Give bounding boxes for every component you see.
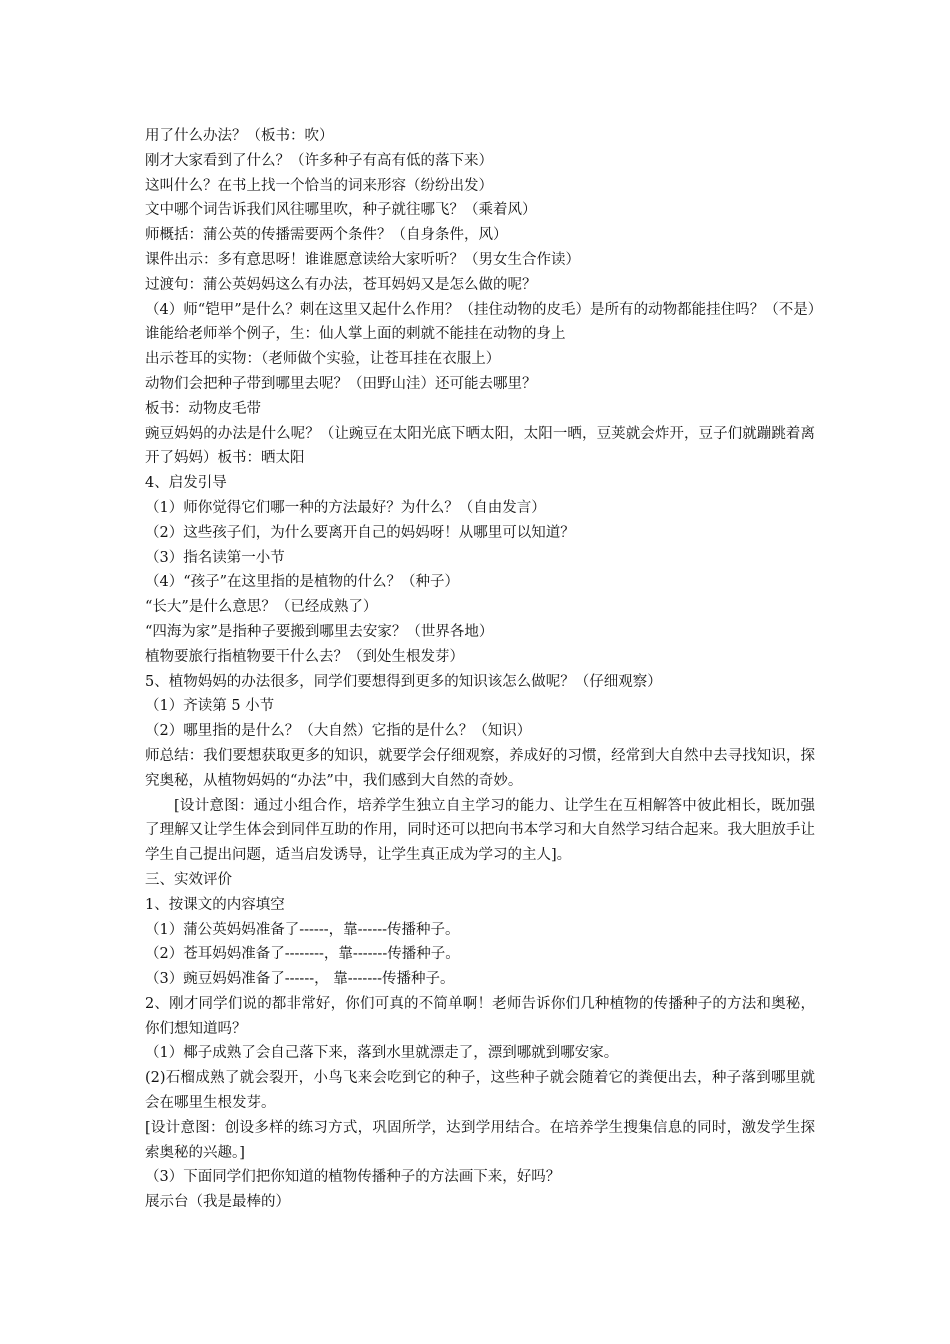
text-line: 植物要旅行指植物要干什么去？（到处生根发芽） (145, 648, 464, 665)
text-line: （4）“孩子”在这里指的是植物的什么？（种子） (145, 574, 460, 591)
design-intent-paragraph: [设计意图：创设多样的练习方式，巩固所学，达到学用结合。在培养学生搜集信息的同时，激发学生探索奥秘的兴趣。] (145, 1119, 815, 1161)
text-line: 过渡句：蒲公英妈妈这么有办法，苍耳妈妈又是怎么做的呢？ (145, 276, 537, 293)
text-line: 动物们会把种子带到哪里去呢？（田野山洼）还可能去哪里？ (145, 375, 537, 392)
text-line: （3）下面同学们把你知道的植物传播种子的方法画下来，好吗？ (145, 1169, 561, 1186)
text-line: （1）椰子成熟了会自己落下来，落到水里就漂走了，漂到哪就到哪安家。 (145, 1045, 619, 1062)
text-line: （1）师你觉得它们哪一种的方法最好？为什么？（自由发言） (145, 499, 546, 516)
text-paragraph: 师总结：我们要想获取更多的知识，就要学会仔细观察，养成好的习惯，经常到大自然中去寻找知识，探究奥秘，从植物妈妈的“办法”中，我们感到大自然的奇妙。 (145, 747, 815, 789)
text-line: （1）蒲公英妈妈准备了------，靠------传播种子。 (145, 921, 460, 938)
text-line: “四海为家”是指种子要搬到哪里去安家？（世界各地） (145, 623, 494, 640)
text-line: （2）这些孩子们，为什么要离开自己的妈妈呀！从哪里可以知道？ (145, 524, 575, 541)
text-line: （3）豌豆妈妈准备了------， 靠-------传播种子。 (145, 971, 455, 988)
text-paragraph: (2)石榴成熟了就会裂开，小鸟飞来会吃到它的种子，这些种子就会随着它的粪便出去，种子落到哪里就会在哪里生根发芽。 (145, 1070, 815, 1112)
text-line: 展示台（我是最棒的） (145, 1194, 290, 1211)
text-line: 这叫什么？在书上找一个恰当的词来形容（纷纷出发） (145, 177, 493, 194)
section-heading: 5、植物妈妈的办法很多，同学们要想得到更多的知识该怎么做呢？（仔细观察） (145, 673, 662, 690)
design-intent-paragraph: [设计意图：通过小组合作，培养学生独立自主学习的能力、让学生在互相解答中彼此相长，既加强了理解又让学生体会到同伴互助的作用，同时还可以把向书本学习和大自然学习结合起来。我大胆放手让学生自己提出问题，适当启发诱导，让学生真正成为学习的主人]。 (145, 797, 815, 864)
text-line: （2）苍耳妈妈准备了--------，靠-------传播种子。 (145, 946, 460, 963)
section-heading: 三、实效评价 (145, 871, 232, 888)
text-line: 课件出示：多有意思呀！谁谁愿意读给大家听听？（男女生合作读） (145, 251, 580, 268)
text-line: “长大”是什么意思？（已经成熟了） (145, 599, 378, 616)
section-heading: 1、按课文的内容填空 (145, 896, 285, 913)
text-paragraph: 豌豆妈妈的办法是什么呢？（让豌豆在太阳光底下晒太阳，太阳一晒，豆荚就会炸开，豆子们就蹦跳着离开了妈妈）板书：晒太阳 (145, 425, 815, 467)
text-line: 刚才大家看到了什么？（许多种子有高有低的落下来） (145, 152, 493, 169)
text-line: 板书：动物皮毛带 (145, 400, 261, 417)
text-line: 出示苍耳的实物：（老师做个实验，让苍耳挂在衣服上） (145, 351, 501, 368)
text-line: 文中哪个词告诉我们风往哪里吹，种子就往哪飞？（乘着风） (145, 202, 537, 219)
text-line: （2）哪里指的是什么？（大自然）它指的是什么？（知识） (145, 723, 532, 740)
text-line: （3）指名读第一小节 (145, 549, 285, 566)
section-heading: 4、启发引导 (145, 475, 227, 492)
text-line: （1）齐读第 5 小节 (145, 698, 275, 715)
text-line: 师概括：蒲公英的传播需要两个条件？（自身条件，风） (145, 227, 508, 244)
text-line: 用了什么办法？（板书：吹） (145, 128, 334, 144)
text-paragraph: （4）师“铠甲”是什么？刺在这里又起什么作用？（挂住动物的皮毛）是所有的动物都能挂住吗？（不是）谁能给老师举个例子，生：仙人掌上面的刺就不能挂在动物的身上 (145, 301, 815, 343)
document-body (145, 124, 815, 1215)
text-paragraph: 2、刚才同学们说的都非常好，你们可真的不简单啊！老师告诉你们几种植物的传播种子的方法和奥秘，你们想知道吗？ (145, 995, 815, 1037)
